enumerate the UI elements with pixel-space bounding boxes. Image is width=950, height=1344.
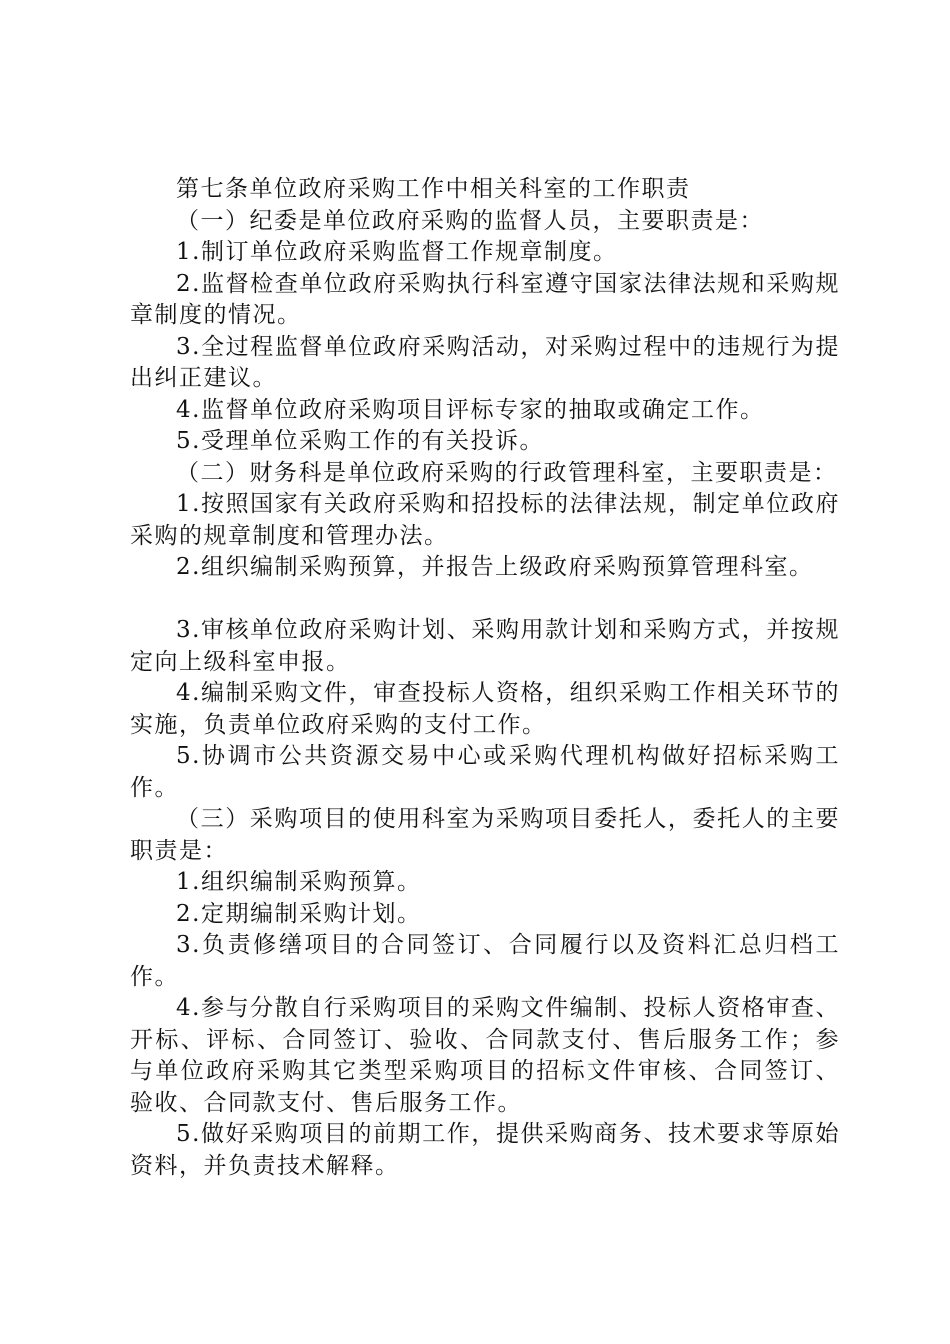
paragraph: 5.受理单位采购工作的有关投诉。 — [176, 428, 544, 454]
paragraph: 5.做好采购项目的前期工作，提供采购商务、技术要求等原始资料，并负责技术解释。 — [130, 1121, 840, 1179]
article-heading: 第七条单位政府采购工作中相关科室的工作职责 — [176, 176, 691, 202]
paragraph: 3.负责修缮项目的合同签订、合同履行以及资料汇总归档工作。 — [130, 932, 840, 990]
section-heading-user-dept: （三）采购项目的使用科室为采购项目委托人，委托人的主要职责是： — [130, 806, 840, 864]
paragraph: 3.全过程监督单位政府采购活动，对采购过程中的违规行为提出纠正建议。 — [130, 333, 840, 391]
paragraph: 1.组织编制采购预算。 — [176, 869, 422, 895]
paragraph: 2.定期编制采购计划。 — [176, 900, 422, 927]
paragraph: 4.编制采购文件，审查投标人资格，组织采购工作相关环节的实施，负责单位政府采购的支付工作。 — [130, 680, 840, 738]
paragraph: 5.协调市公共资源交易中心或采购代理机构做好招标采购工作。 — [130, 743, 840, 801]
section-heading-finance: （二）财务科是单位政府采购的行政管理科室，主要职责是： — [176, 459, 838, 486]
document-body — [130, 174, 840, 1182]
section-heading-discipline: （一）纪委是单位政府采购的监督人员，主要职责是： — [176, 207, 764, 234]
paragraph: 4.参与分散自行采购项目的采购文件编制、投标人资格审查、开标、评标、合同签订、验收、合同款支付、售后服务工作；参与单位政府采购其它类型采购项目的招标文件审核、合同签订、验收、合同款支付、售后服务工作。 — [130, 995, 840, 1116]
paragraph: 2.监督检查单位政府采购执行科室遵守国家法律法规和采购规章制度的情况。 — [130, 270, 840, 328]
paragraph: 3.审核单位政府采购计划、采购用款计划和采购方式，并按规定向上级科室申报。 — [130, 617, 840, 675]
paragraph: 1.制订单位政府采购监督工作规章制度。 — [176, 239, 618, 265]
paragraph: 1.按照国家有关政府采购和招投标的法律法规，制定单位政府采购的规章制度和管理办法。 — [130, 491, 840, 549]
paragraph: 2.组织编制采购预算，并报告上级政府采购预算管理科室。 — [176, 554, 814, 580]
paragraph: 4.监督单位政府采购项目评标专家的抽取或确定工作。 — [176, 396, 765, 423]
